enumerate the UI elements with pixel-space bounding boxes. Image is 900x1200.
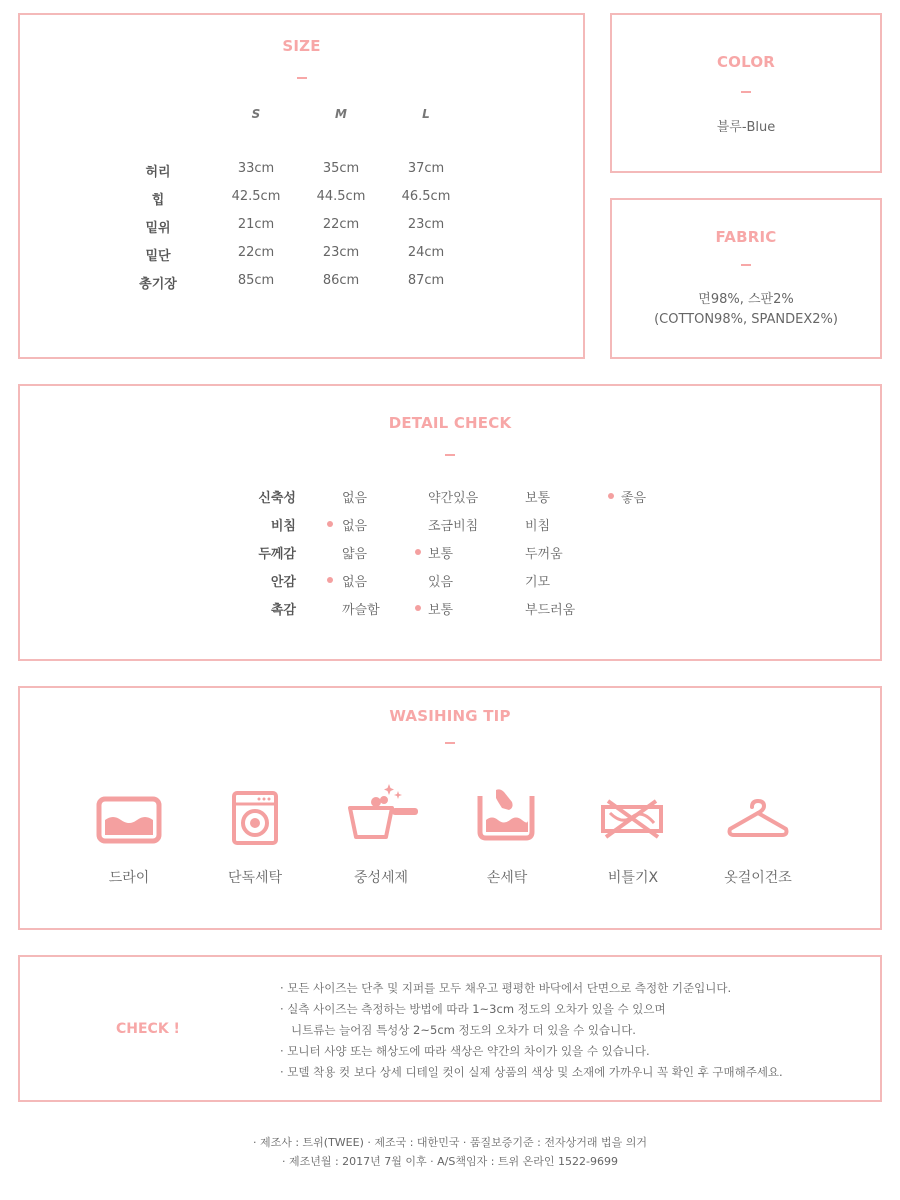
washing-title-dash xyxy=(445,742,455,744)
size-header-m: M xyxy=(335,107,347,121)
washing-label: 비틀기X xyxy=(607,870,659,886)
washing-tip-section xyxy=(18,686,882,930)
detail-option: 보통 xyxy=(428,603,454,618)
size-cell: 86cm xyxy=(322,273,360,288)
detail-label-sheer: 비침 xyxy=(270,519,296,534)
size-row-label: 힙 xyxy=(151,193,165,208)
washing-label: 드라이 xyxy=(108,870,150,886)
detail-label-touch: 촉감 xyxy=(270,603,296,618)
size-row-label: 총기장 xyxy=(139,277,177,292)
size-cell: 22cm xyxy=(322,217,360,232)
check-note: 니트류는 늘어짐 특성상 2~5cm 정도의 오차가 더 있을 수 있습니다. xyxy=(291,1023,636,1037)
selected-dot xyxy=(327,577,333,583)
detail-check-section xyxy=(18,384,882,661)
selected-dot xyxy=(327,521,333,527)
size-title-dash xyxy=(297,77,307,79)
size-title: SIZE xyxy=(282,37,321,55)
detail-option: 기모 xyxy=(525,575,551,590)
color-value: 블루-Blue xyxy=(716,120,776,135)
size-cell: 44.5cm xyxy=(316,189,366,204)
size-cell: 46.5cm xyxy=(401,189,451,204)
detail-option: 없음 xyxy=(342,491,368,506)
size-section xyxy=(18,13,585,359)
washing-label: 중성세제 xyxy=(353,870,409,886)
detail-option: 있음 xyxy=(428,575,454,590)
check-note: · 실측 사이즈는 측정하는 방법에 따라 1~3cm 정도의 오차가 있을 수 있으며 xyxy=(280,1002,666,1016)
selected-dot xyxy=(415,605,421,611)
detail-option: 비침 xyxy=(525,519,551,534)
neutral-detergent-icon xyxy=(346,782,422,846)
color-title-dash xyxy=(741,91,751,93)
check-note: · 모니터 사양 또는 해상도에 따라 색상은 약간의 차이가 있을 수 있습니다. xyxy=(280,1044,650,1058)
fabric-line1: 면98%, 스판2% xyxy=(698,292,794,307)
size-row-label: 밑위 xyxy=(145,221,171,236)
no-wring-icon xyxy=(600,799,664,843)
footer-line2: · 제조년월 : 2017년 7월 이후 · A/S책임자 : 트위 온라인 1522-9699 xyxy=(281,1155,619,1168)
size-cell: 33cm xyxy=(237,161,275,176)
detail-option: 약간있음 xyxy=(428,491,479,506)
washing-machine-icon xyxy=(231,790,279,850)
check-section xyxy=(18,955,882,1102)
detail-label-stretch: 신축성 xyxy=(258,491,296,506)
fabric-section xyxy=(610,198,882,359)
washing-label: 단독세탁 xyxy=(227,870,283,886)
check-note: · 모든 사이즈는 단추 및 지퍼를 모두 채우고 평평한 바닥에서 단면으로 측정한 기준입니다. xyxy=(280,981,732,995)
size-cell: 24cm xyxy=(407,245,445,260)
size-row-label: 허리 xyxy=(145,165,171,180)
size-cell: 42.5cm xyxy=(231,189,281,204)
detail-option: 두꺼움 xyxy=(525,547,563,562)
detail-option: 까슬함 xyxy=(342,603,380,618)
detail-title-dash xyxy=(445,454,455,456)
color-section xyxy=(610,13,882,173)
selected-dot xyxy=(415,549,421,555)
size-cell: 23cm xyxy=(407,217,445,232)
color-title: COLOR xyxy=(716,53,776,71)
check-note: · 모델 착용 컷 보다 상세 디테일 컷이 실제 상품의 색상 및 소재에 가까우니 꼭 확인 후 구매해주세요. xyxy=(280,1065,783,1079)
size-header-l: L xyxy=(422,107,430,121)
fabric-title: FABRIC xyxy=(715,228,777,246)
size-cell: 37cm xyxy=(407,161,445,176)
size-cell: 23cm xyxy=(322,245,360,260)
detail-option: 보통 xyxy=(525,491,551,506)
dry-clean-icon xyxy=(96,796,162,848)
size-cell: 87cm xyxy=(407,273,445,288)
detail-label-lining: 안감 xyxy=(270,575,296,590)
fabric-line2: (COTTON98%, SPANDEX2%) xyxy=(654,312,838,327)
hand-wash-icon xyxy=(476,786,536,846)
size-cell: 35cm xyxy=(322,161,360,176)
detail-option: 없음 xyxy=(342,519,368,534)
detail-label-thickness: 두께감 xyxy=(258,547,296,562)
detail-option: 조금비침 xyxy=(428,519,479,534)
size-header-s: S xyxy=(251,107,261,121)
washing-label: 옷걸이건조 xyxy=(724,870,792,886)
selected-dot xyxy=(608,493,614,499)
fabric-title-dash xyxy=(741,264,751,266)
detail-option: 보통 xyxy=(428,547,454,562)
detail-option: 좋음 xyxy=(621,491,647,506)
detail-option: 부드러움 xyxy=(525,603,576,618)
size-cell: 21cm xyxy=(237,217,275,232)
detail-title: DETAIL CHECK xyxy=(388,414,512,432)
size-cell: 22cm xyxy=(237,245,275,260)
footer-line1: · 제조사 : 트위(TWEE) · 제조국 : 대한민국 · 품질보증기준 : 전자상거래 법을 의거 xyxy=(252,1136,648,1149)
detail-option: 얇음 xyxy=(342,547,368,562)
detail-option: 없음 xyxy=(342,575,368,590)
washing-label: 손세탁 xyxy=(486,870,528,886)
hanger-icon xyxy=(726,799,790,843)
check-title: CHECK ! xyxy=(116,1021,180,1037)
size-row-label: 밑단 xyxy=(145,249,171,264)
size-cell: 85cm xyxy=(237,273,275,288)
washing-title: WASIHING TIP xyxy=(389,707,511,725)
